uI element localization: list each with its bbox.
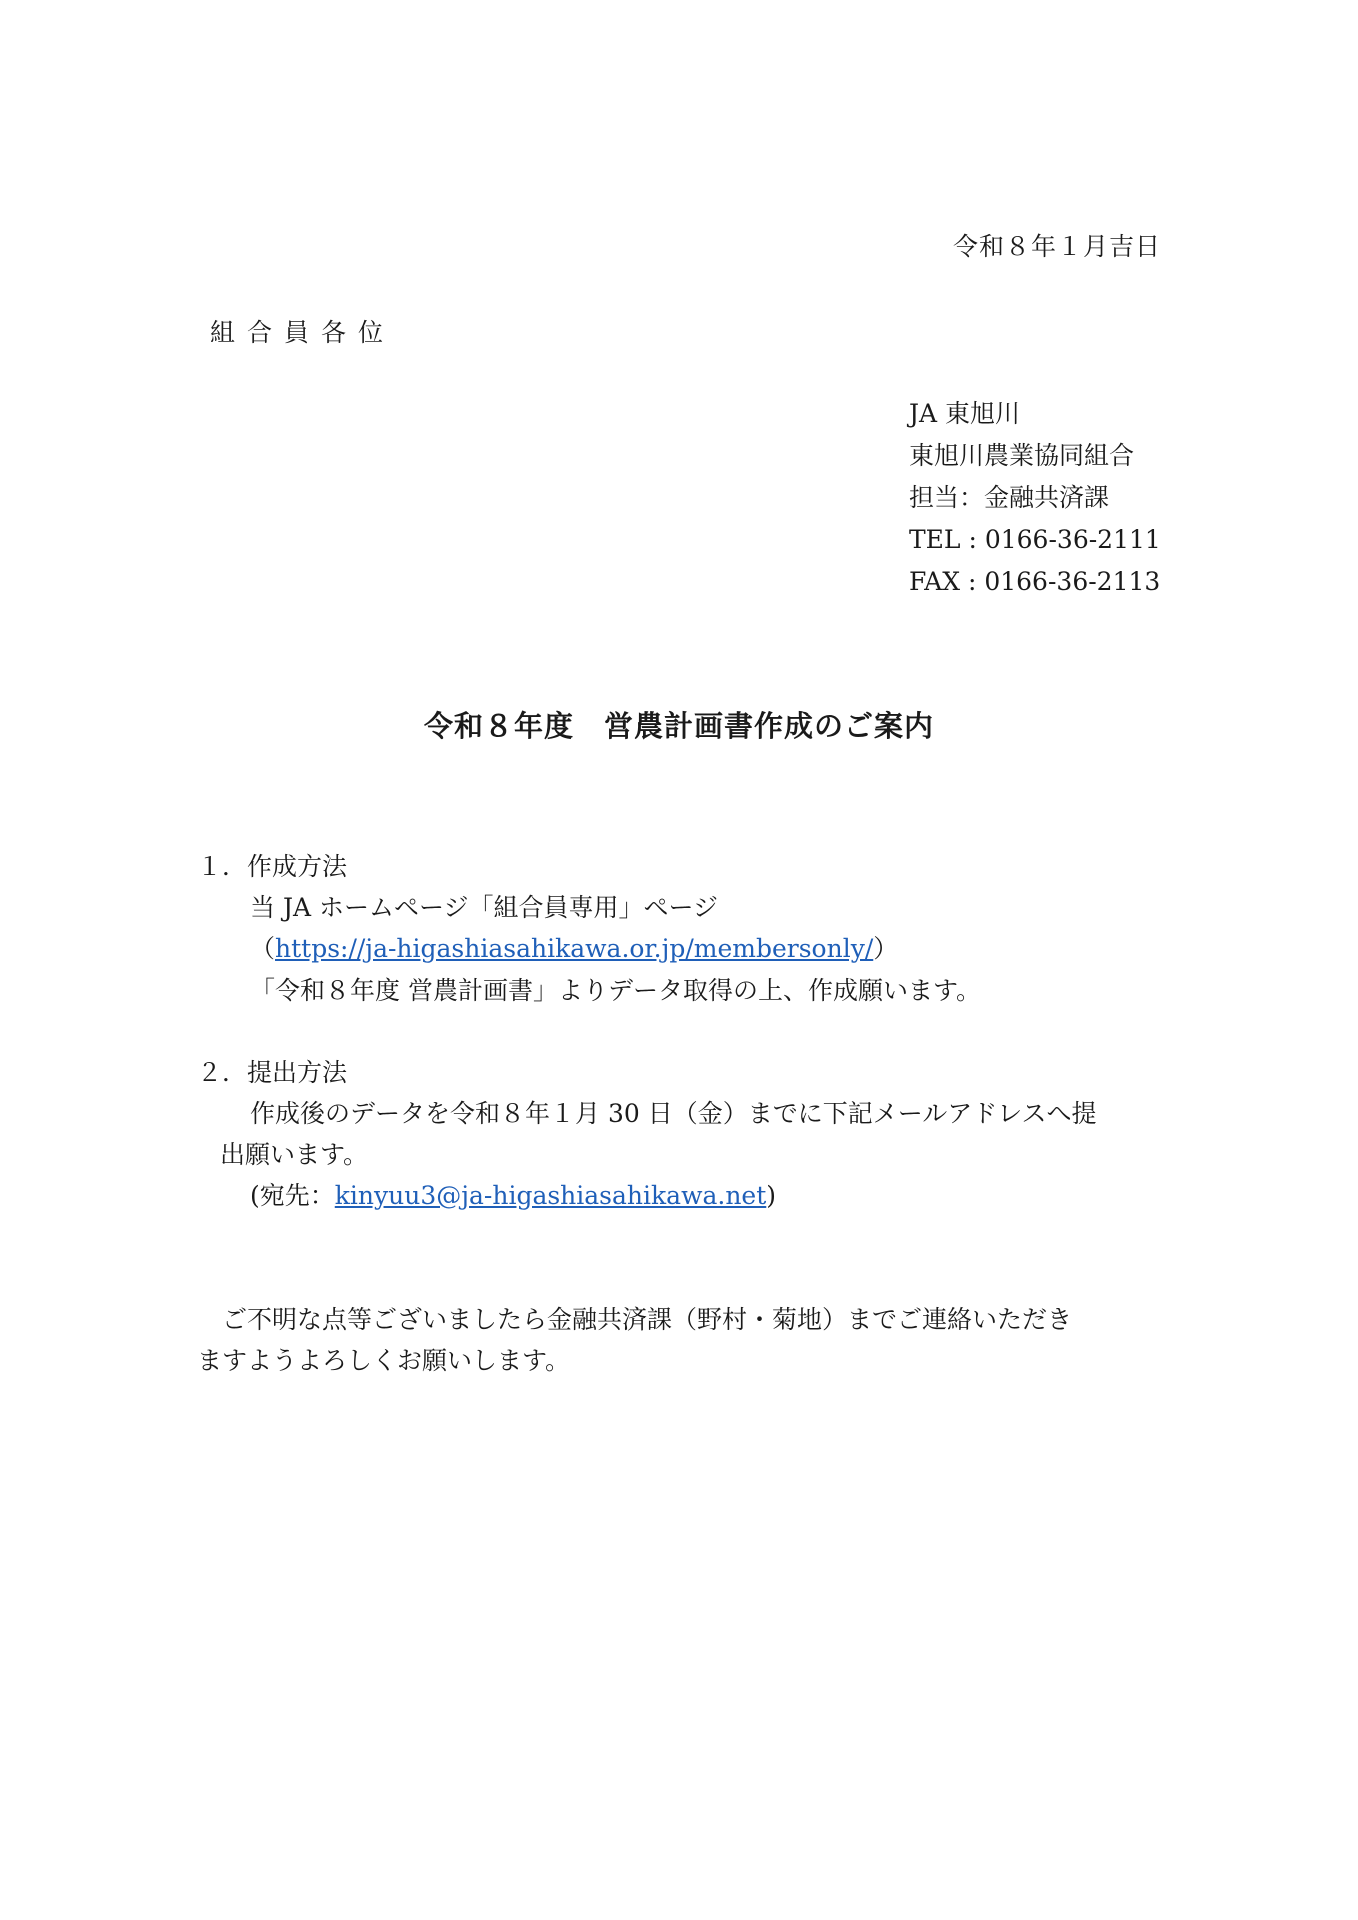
section1-url-line — [250, 934, 898, 964]
section1-line1: 当 JA ホームページ「組合員専用」ページ — [250, 893, 718, 922]
url-open-paren: （ — [250, 934, 276, 963]
issue-date: 令和８年１月吉日 — [952, 232, 1161, 261]
members-page-link[interactable]: https://ja-higashiasahikawa.or.jp/membersonly/ — [275, 934, 874, 963]
section1-line3: 「令和８年度 営農計画書」よりデータ取得の上、作成願います。 — [250, 976, 981, 1005]
sender-block — [909, 393, 1161, 603]
sender-tel: TEL : 0166-36-2111 — [909, 525, 1161, 554]
sender-department: 担当：金融共済課 — [909, 483, 1110, 512]
closing-line1: ご不明な点等ございましたら金融共済課（野村・菊地）までご連絡いただき — [222, 1305, 1073, 1334]
section2-line2: 出願います。 — [220, 1140, 369, 1169]
sender-organization: 東旭川農業協同組合 — [909, 441, 1135, 470]
section2-heading: ２．提出方法 — [197, 1058, 348, 1087]
url-close-paren: ） — [873, 934, 899, 963]
email-prefix: (宛先： — [250, 1181, 335, 1210]
section2-line1: 作成後のデータを令和８年１月 30 日（金）までに下記メールアドレスへ提 — [250, 1099, 1097, 1128]
sender-name: JA 東旭川 — [909, 399, 1021, 428]
email-link[interactable]: kinyuu3@ja-higashiasahikawa.net — [334, 1181, 767, 1210]
closing-line2: ますようよろしくお願いします。 — [197, 1346, 571, 1375]
document-title: 令和８年度 営農計画書作成のご案内 — [423, 709, 934, 743]
addressee: 組合員各位 — [210, 318, 396, 347]
section1-heading: １．作成方法 — [197, 852, 348, 881]
email-line — [250, 1181, 776, 1211]
sender-fax: FAX : 0166-36-2113 — [909, 567, 1161, 596]
email-suffix: ) — [766, 1181, 777, 1210]
